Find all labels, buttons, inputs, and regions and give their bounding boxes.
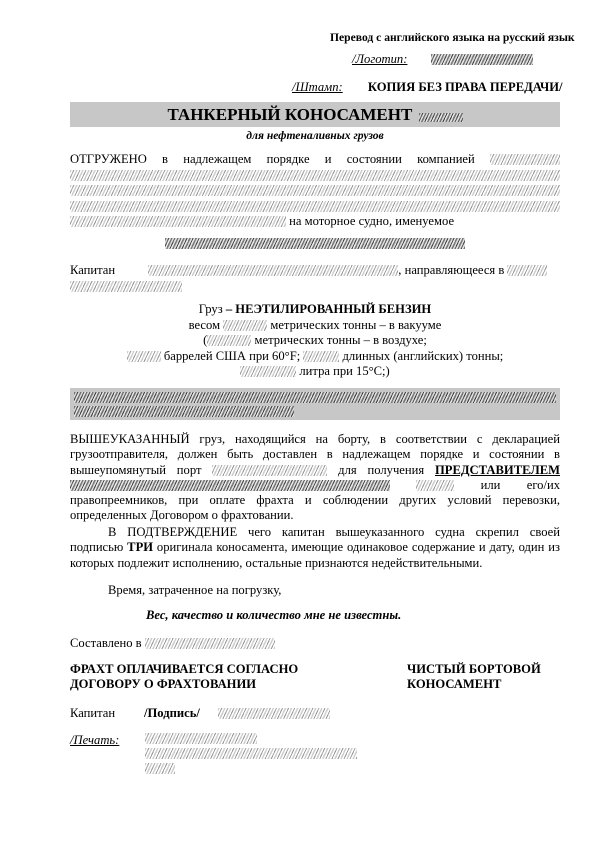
weight-prefix: весом [188, 317, 221, 332]
vessel-name-row [70, 236, 560, 251]
confirmation-text-b: оригинала коносамента, имеющие одинаковое содержание и дату, один из которых подлежит исполнению, остальные признаются недействительными. [70, 540, 560, 570]
barrels-line [70, 349, 560, 365]
freight-clause-line1: ФРАХТ ОПЛАЧИВАЕТСЯ СОГЛАСНО [70, 662, 299, 676]
redacted-company-line3 [70, 185, 560, 196]
cargo-label: Груз [198, 302, 223, 316]
unknown-statement: Вес, качество и количество мне не известны. [146, 608, 402, 622]
redacted-liters [240, 366, 296, 377]
stamp-text: КОПИЯ БЕЗ ПРАВА ПЕРЕДАЧИ/ [367, 80, 563, 94]
redacted-company [490, 154, 560, 165]
redacted-destination [507, 265, 547, 276]
redacted-weight-air [207, 335, 251, 346]
redacted-seal-line2 [145, 748, 357, 759]
redacted-representative [70, 480, 390, 491]
redacted-company-line2 [70, 170, 560, 181]
weight-air-line: ( метрических тонны – в воздухе; [203, 333, 427, 348]
delivery-paragraph [70, 432, 560, 524]
redacted-long-tons [303, 351, 339, 362]
title-band [70, 102, 560, 127]
redacted-vessel-name [165, 238, 465, 249]
redacted-destination-line2 [70, 281, 182, 292]
representative-label: ПРЕДСТАВИТЕЛЕМ [434, 462, 560, 477]
freight-clause [70, 662, 298, 692]
document-subtitle: для нефтеналивных грузов [246, 129, 384, 142]
cargo-line [70, 302, 560, 318]
redacted-representative-line2 [416, 480, 454, 491]
delivery-text-c: или его/их правопреемников, при оплате фрахта и соблюдении других условий перевозки, определенных Договором о фрахтовании. [70, 477, 561, 523]
redacted-title-tag [419, 113, 463, 122]
captain-label: Капитан [70, 263, 116, 277]
shipped-tail: на моторное судно, именуемое [289, 214, 455, 228]
seal-label [70, 733, 119, 748]
captain-row [70, 262, 560, 294]
liters-text: литра при 15°C;) [299, 364, 390, 379]
stamp-row [292, 80, 563, 95]
seal-block [145, 733, 375, 774]
redacted-barrels [127, 351, 161, 362]
liters-line [70, 364, 560, 380]
redacted-weight-vacuum [223, 320, 267, 331]
stamp-label: /Штамп: [292, 80, 343, 94]
weight-vacuum-line [70, 318, 560, 334]
confirmation-paragraph [70, 525, 560, 571]
document-title-text: ТАНКЕРНЫЙ КОНОСАМЕНТ [167, 105, 413, 124]
translation-note: Перевод с английского языка на русский язык [330, 31, 575, 44]
weight-vacuum-text: метрических тонны – в вакууме [270, 317, 442, 332]
loading-time-text: Время, затраченное на погрузку, [108, 583, 282, 597]
delivery-text-b: для получения [338, 462, 425, 477]
clean-bl-line2: КОНОСАМЕНТ [407, 677, 502, 692]
clean-bl-line1: ЧИСТЫЙ БОРТОВОЙ [407, 662, 541, 676]
redacted-seal-line1 [145, 733, 257, 744]
redacted-company-line5 [70, 216, 286, 227]
signature-row [70, 706, 560, 721]
redacted-amount-line2 [74, 406, 294, 417]
seal-label-text: /Печать: [70, 733, 120, 747]
cargo-name: – НЕЭТИЛИРОВАННЫЙ БЕНЗИН [225, 302, 432, 316]
three-originals: ТРИ [127, 540, 154, 555]
logo-row [352, 52, 533, 67]
redacted-place-date [145, 638, 275, 649]
freight-clause-line2: ДОГОВОРУ О ФРАХТОВАНИИ [70, 677, 257, 692]
delivery-text-a: ВЫШЕУКАЗАННЫЙ груз, находящийся на борту, в соответствии с декларацией грузоотправителя, должен быть доставлен в надлежащем порядке и состоянии в вышеупомянутый порт [70, 432, 560, 477]
redacted-seal-line3 [145, 763, 175, 774]
clean-bl-clause [407, 662, 541, 692]
shipped-lead: ОТГРУЖЕНО в надлежащем порядке и состоянии компанией [70, 152, 475, 166]
shipped-paragraph [70, 152, 560, 230]
redacted-port [212, 465, 327, 476]
redacted-logo [431, 54, 533, 65]
barrels-text: баррелей США при 60°F; [163, 348, 301, 363]
heading-to-text: , направляющееся в [398, 263, 505, 277]
redacted-signature [218, 708, 330, 719]
logo-label: /Логотип: [352, 52, 408, 66]
redacted-amount-line1 [74, 392, 556, 403]
redacted-company-line4 [70, 201, 560, 212]
document-title [70, 102, 560, 127]
signature-label: /Подпись/ [144, 706, 200, 720]
redacted-amount-band [70, 388, 560, 420]
redacted-captain-name [148, 265, 398, 276]
cargo-block [70, 302, 560, 380]
drawn-up-label: Составлено в [70, 636, 142, 650]
confirmation-text-a: В ПОДТВЕРЖДЕНИЕ чего капитан вышеуказанного судна скрепил своей подписью [70, 525, 560, 555]
weight-air-text: метрических тонны – в воздухе; [254, 333, 427, 348]
long-tons-text: длинных (английских) тонны; [342, 348, 504, 363]
signature-captain-label: Капитан [70, 706, 116, 720]
drawn-up-row [70, 636, 275, 651]
